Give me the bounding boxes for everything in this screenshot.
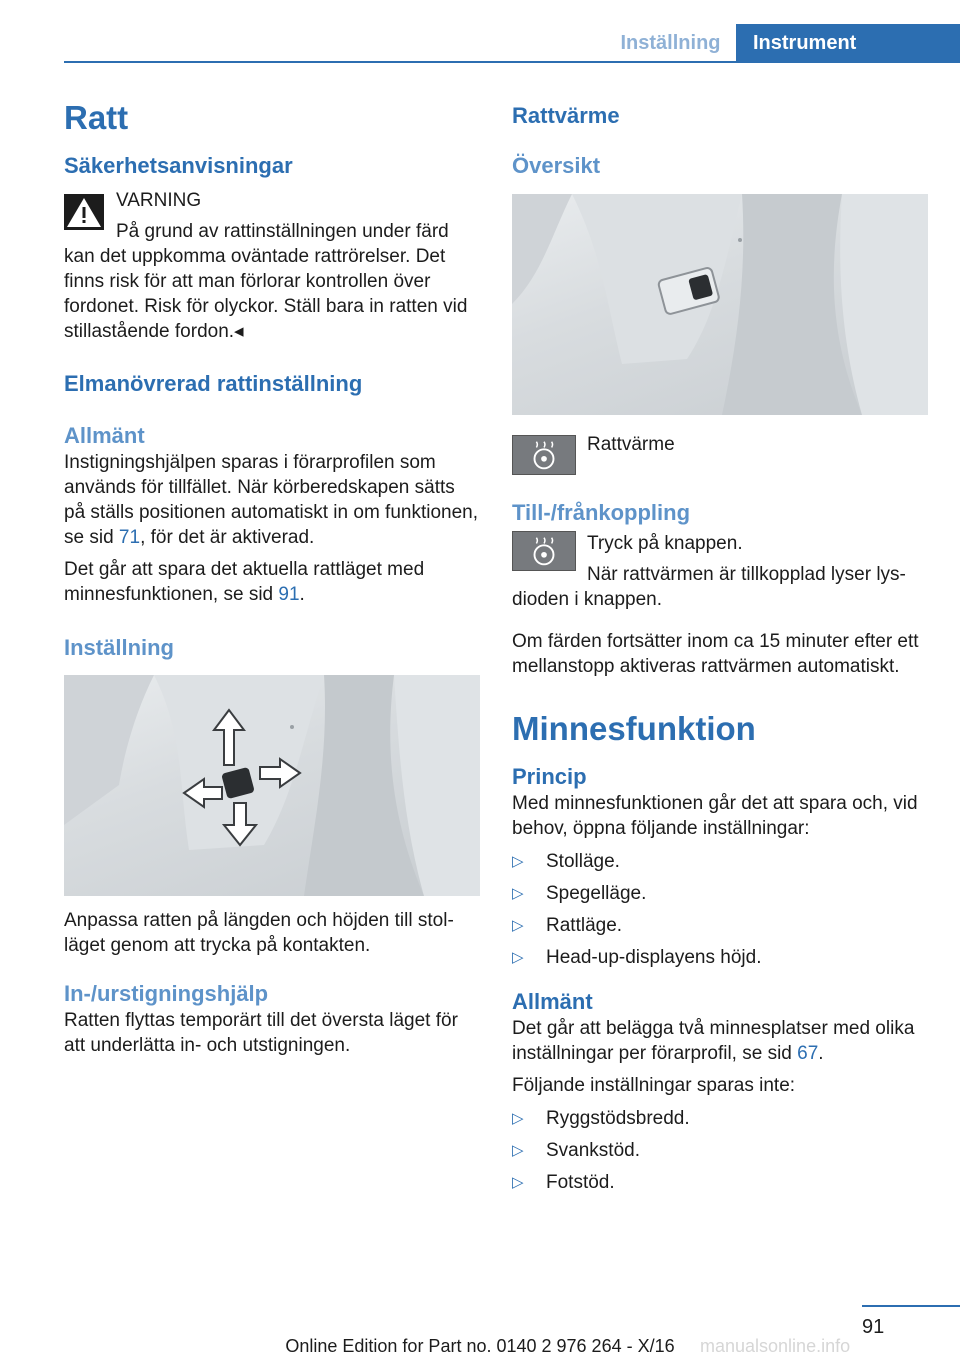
toggle-instruction	[512, 531, 928, 612]
steering-adjust-photo	[64, 675, 480, 896]
heading-steering-heat: Rattvärme	[512, 103, 620, 128]
list-item-text: Spegelläge.	[546, 883, 647, 904]
list-item-text: Head-up-displayens höjd.	[546, 947, 762, 968]
general-p1-text-a: Instigningshjälpen sparas i förarprofilen som används för tillfället. När körberedskapen sätts på ställs positionen automatiskt in om funktionen, se sid	[64, 452, 479, 548]
left-column	[64, 96, 480, 1058]
heading-general-left: Allmänt	[64, 423, 145, 448]
memory-p1-text-b: .	[818, 1043, 824, 1064]
general-paragraph-2	[64, 557, 480, 607]
heading-overview: Översikt	[512, 153, 601, 178]
principle-text: Med minnesfunktionen går det att spara och, vid behov, öppna följande inställningar:	[512, 793, 918, 839]
heading-toggle: Till-/frånkoppling	[512, 500, 691, 525]
list-item-text: Rattläge.	[546, 915, 623, 936]
steering-heat-illustration	[512, 194, 928, 415]
header-tab-installning: Inställning	[620, 32, 721, 54]
bullet-triangle-icon: ▷	[512, 949, 524, 966]
page-link-91[interactable]: 91	[278, 584, 300, 605]
steering-heat-photo	[512, 194, 928, 415]
footer-edition: Online Edition for Part no. 0140 2 976 264 - X/16	[285, 1336, 675, 1356]
memory-not-saved-text: Följande inställningar sparas inte:	[512, 1075, 796, 1096]
header-tab-instrument: Instrument	[736, 24, 960, 62]
heading-electric-adjustment: Elmanövrerad rattinställning	[64, 371, 363, 396]
steering-heat-button-icon-2[interactable]	[512, 531, 576, 571]
heading-setting: Inställning	[64, 635, 174, 660]
bullet-triangle-icon: ▷	[512, 917, 524, 934]
heading-entry-exit: In-/urstigningshjälp	[64, 981, 269, 1006]
general-paragraph-1	[64, 450, 480, 550]
heat-button-caption-row	[512, 435, 928, 477]
list-item	[512, 1170, 928, 1195]
right-column	[512, 96, 928, 1202]
list-item	[512, 1138, 928, 1163]
list-item-text: Ryggstödsbredd.	[546, 1108, 690, 1129]
general-p1-text-b: , för det är aktiverad.	[140, 527, 315, 548]
list-item	[512, 913, 928, 938]
steering-heat-button-icon[interactable]	[512, 435, 576, 475]
list-item-text: Stolläge.	[546, 851, 620, 872]
general-p2-text-a: Det går att spara det aktuella rattläget med minnesfunktionen, se sid	[64, 559, 425, 605]
header-divider	[64, 61, 960, 63]
memory-p1-text-a: Det går att belägga två minnesplatser med olika inställningar per förarprofil, se sid	[512, 1018, 915, 1064]
warning-triangle-icon	[64, 194, 104, 230]
bullet-triangle-icon: ▷	[512, 1174, 524, 1191]
overview-caption: Rattvärme	[587, 434, 675, 455]
heading-principle: Princip	[512, 764, 587, 789]
list-item-text: Svankstöd.	[546, 1140, 640, 1161]
section-title-memory: Minnesfunktion	[512, 710, 756, 747]
entry-text: Ratten flyttas temporärt till det översta läget för att underlätta in- och utstigningen.	[64, 1010, 458, 1056]
principle-list	[512, 849, 928, 970]
list-item-text: Fotstöd.	[546, 1172, 615, 1193]
list-item	[512, 945, 928, 970]
watermark: manualsonline.info	[700, 1336, 851, 1356]
bullet-triangle-icon: ▷	[512, 853, 524, 870]
bullet-triangle-icon: ▷	[512, 1110, 524, 1127]
bullet-triangle-icon: ▷	[512, 1142, 524, 1159]
list-item	[512, 1106, 928, 1131]
setting-text: Anpassa ratten på längden och höjden till stolläget genom att trycka på kontakten.	[64, 910, 454, 956]
warning-label: VARNING	[116, 190, 202, 211]
warning-text: På grund av rattinställningen under färd kan det uppkomma oväntade rattrörelser. Det finns risk för att man förlorar kontrollen över fordonet. Risk för olyckor. Ställ bara in ratten vid stillastående fordon.◂	[64, 221, 468, 342]
page-number: 91	[862, 1316, 885, 1338]
list-item	[512, 849, 928, 874]
footer-divider	[862, 1305, 960, 1307]
section-title-ratt: Ratt	[64, 99, 129, 136]
page-header	[0, 0, 960, 64]
general-p2-text-b: .	[299, 584, 305, 605]
page-link-71[interactable]: 71	[118, 527, 141, 548]
toggle-text-1: Tryck på knappen.	[587, 533, 743, 554]
steering-column-illustration	[64, 675, 480, 896]
list-item	[512, 881, 928, 906]
page-link-67[interactable]: 67	[797, 1043, 819, 1064]
heading-safety: Säkerhetsanvisningar	[64, 153, 293, 178]
warning-block	[64, 188, 480, 344]
bullet-triangle-icon: ▷	[512, 885, 524, 902]
toggle-text-2: När rattvärmen är tillkopplad lyser lysdioden i knappen.	[512, 564, 906, 610]
heading-general-right: Allmänt	[512, 989, 593, 1014]
not-saved-list	[512, 1106, 928, 1195]
memory-general-paragraph	[512, 1016, 928, 1066]
auto-activation-text: Om färden fortsätter inom ca 15 minuter efter ett mellanstopp aktiveras rattvärmen automatiskt.	[512, 631, 919, 677]
